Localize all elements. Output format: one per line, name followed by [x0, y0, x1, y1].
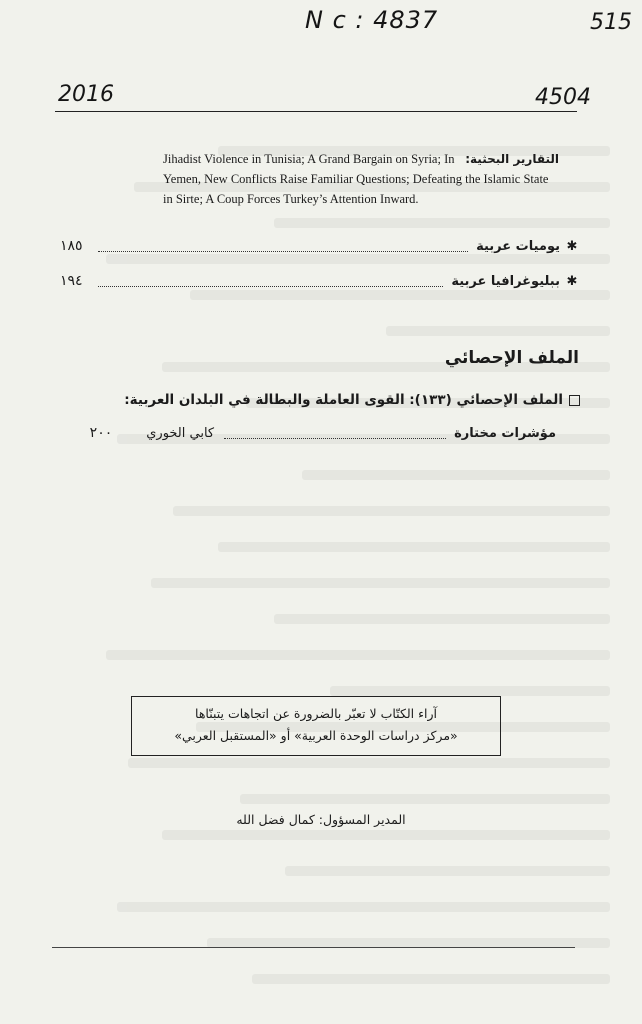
indicators-label: مؤشرات مختارة — [454, 425, 556, 441]
research-reports-entry — [163, 149, 559, 209]
statistical-file-title — [124, 392, 580, 408]
disclaimer-line-1: آراء الكتّاب لا تعبّر بالضرورة عن اتجاهات يتبنّاها — [195, 706, 437, 721]
toc-label: ببليوغرافيا عربية — [451, 273, 560, 289]
managing-editor: المدير المسؤول: كمال فضل الله — [236, 812, 406, 827]
handwritten-code: 4504 — [535, 85, 591, 110]
top-rule — [55, 111, 577, 112]
asterisk-icon: ✱ — [566, 273, 578, 289]
toc-page: ١٨٥ — [60, 238, 83, 254]
research-reports-label: التقارير البحثية: — [465, 152, 559, 166]
indicators-page: ٢٠٠ — [89, 425, 113, 441]
dot-leader — [224, 438, 446, 439]
disclaimer-line-2: «مركز دراسات الوحدة العربية» أو «المستقبل العربي» — [174, 728, 458, 743]
dot-leader — [98, 286, 443, 287]
handwritten-nc-code: N c : 4837 — [305, 6, 439, 34]
research-reports-text: Jihadist Violence in Tunisia; A Grand Bargain on Syria; In Yemen, New Conflicts Raise Familiar Questions; Defeating the Islamic State in Sirte; A Coup Forces Turkey’s Attention Inward. — [163, 152, 549, 206]
indicators-row — [60, 421, 560, 445]
indicators-author: كابي الخوري — [146, 425, 215, 441]
handwritten-page-number: 515 — [590, 10, 632, 35]
disclaimer-box — [131, 696, 501, 756]
toc-row-bibliography — [60, 269, 580, 293]
toc-row-daily — [60, 234, 580, 258]
bottom-rule — [52, 947, 575, 948]
handwritten-year: 2016 — [58, 82, 114, 107]
section-title: الملف الإحصائي — [444, 348, 579, 368]
toc-page: ١٩٤ — [60, 273, 83, 289]
statistical-file-text: الملف الإحصائي (١٣٣): القوى العاملة والبطالة في البلدان العربية: — [124, 392, 563, 408]
asterisk-icon: ✱ — [566, 238, 578, 254]
checkbox-icon — [569, 395, 580, 406]
toc-label: يوميات عربية — [476, 238, 560, 254]
dot-leader — [98, 251, 468, 252]
